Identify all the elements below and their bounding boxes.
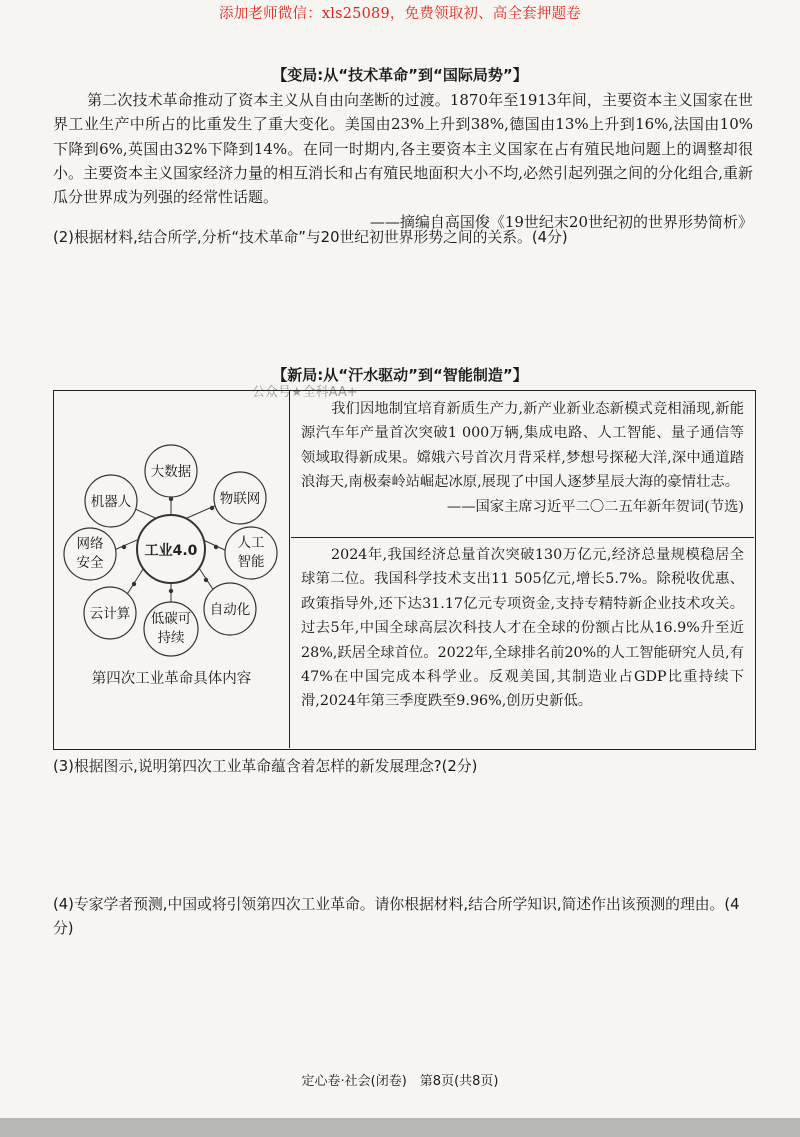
material-cell-b: [291, 539, 754, 748]
material-cell-a: [291, 391, 754, 538]
question-3: (3)根据图示,说明第四次工业革命蕴含着怎样的新发展理念?(2分): [53, 758, 478, 775]
section-title-1: 【变局:从“技术革命”到“国际局势”】: [272, 66, 528, 84]
material-b-text: 2024年,我国经济总量首次突破130万亿元,经济总量规模稳居全球第二位。我国科学技术支出11 505亿元,增长5.7%。除税收优惠、政策指导外,还下达31.17亿元专项资金,支持专精特新企业技术攻关。过去5年,中国全球高层次科技人才在全球的份额占比从16.9%升至近28%,跃居全球首位。2022年,全球排名前20%的人工智能研究人员,有47%在中国完成本科学业。反观美国,其制造业占GDP比重持续下滑,2024年第三季度跌至9.96%,创历史新低。: [301, 547, 744, 710]
material-source-1: ——摘编自高国俊《19世纪末20世纪初的世界形势简析》: [369, 213, 753, 232]
node-ai-line2: 智能: [237, 554, 265, 570]
material-paragraph-1: [53, 88, 753, 235]
connector-dot: [132, 582, 136, 586]
node-cloud-computing: 云计算: [89, 606, 131, 622]
connector-dot: [169, 589, 173, 593]
material-paragraph-1-text: 第二次技术革命推动了资本主义从自由向垄断的过渡。1870年至1913年间，主要资本主义国家在世界工业生产中所占的比重发生了重大变化。美国由23%上升到38%,德国由13%上升到16%,法国由10%下降到6%,英国由32%下降到14%。在同一时期内,各主要资本主义国家在占有殖民地问题上的调整却很小。主要资本主义国家经济力量的相互消长和占有殖民地面积大小不均,必然引起列强之间的分化组合,重新瓜分世界成为列强的经常性话题。: [53, 91, 753, 207]
node-low-carbon-line2: 持续: [157, 630, 185, 646]
fourth-industrial-revolution-diagram: [54, 391, 289, 661]
section-title-2: 【新局:从“汗水驱动”到“智能制造”】: [272, 366, 528, 384]
connector-dot: [214, 545, 218, 549]
page-footer: 定心卷·社会(闭卷) 第8页(共8页): [301, 1074, 499, 1089]
node-low-carbon-line1: 低碳可: [150, 611, 192, 627]
question-2: (2)根据材料,结合所学,分析“技术革命”与20世纪初世界形势之间的关系。(4分): [53, 229, 568, 246]
material-a-text: 我们因地制宜培育新质生产力,新产业新业态新模式竞相涌现,新能源汽车年产量首次突破1 000万辆,集成电路、人工智能、量子通信等领域取得新成果。嫦娥六号首次月背采样,梦想号探秘大洋,深中通道踏浪海天,南极秦岭站崛起冰原,展现了中国人逐梦星辰大海的豪情壮志。: [301, 401, 744, 491]
scan-bottom-band: [0, 1118, 800, 1137]
top-watermark: 添加老师微信：xls25089，免费领取初、高全套押题卷: [219, 6, 581, 22]
node-automation: 自动化: [209, 602, 251, 618]
connector-dot: [210, 506, 214, 510]
diagram-cell: [54, 391, 290, 748]
node-ai-line1: 人工: [237, 535, 265, 551]
node-big-data: 大数据: [150, 464, 192, 480]
question-4: (4)专家学者预测,中国或将引领第四次工业革命。请你根据材料,结合所学知识,简述作出该预测的理由。(4分): [53, 896, 740, 937]
node-network-security-line2: 安全: [76, 555, 104, 571]
connector-dot: [204, 578, 208, 582]
node-robot: 机器人: [90, 494, 132, 510]
connector-dot: [122, 545, 126, 549]
center-label: 工业4.0: [144, 543, 198, 559]
material-table: [53, 390, 756, 750]
material-a-source: ——国家主席习近平二〇二五年新年贺词(节选): [446, 498, 744, 515]
diagram-caption: 第四次工业革命具体内容: [91, 671, 252, 687]
node-network-security-line1: 网络: [76, 536, 104, 552]
node-iot: 物联网: [219, 491, 261, 507]
middle-watermark: 公众号★全科AA+: [252, 385, 358, 400]
